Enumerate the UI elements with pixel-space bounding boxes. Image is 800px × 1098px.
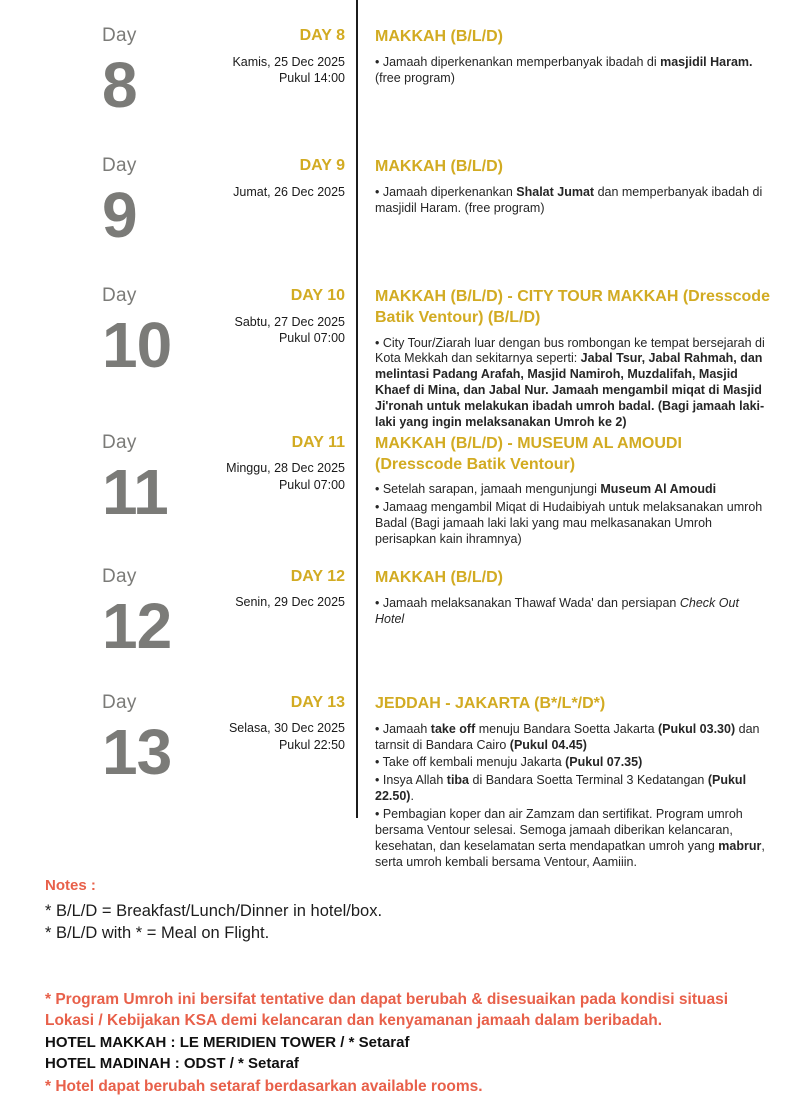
day-word-label: Day [102, 431, 137, 453]
day-content-column [375, 156, 770, 219]
day-word-label: Day [102, 691, 137, 713]
footer-section [0, 944, 800, 1098]
day-title: MAKKAH (B/L/D) [375, 158, 503, 175]
day-column [45, 691, 175, 788]
day-column [45, 155, 175, 251]
day-row [45, 156, 770, 286]
activity-item: • Jamaag mengambil Miqat di Hudaibiyah untuk melaksanakan umroh Badal (Bagi jamaah laki laki yang mau melkasanakan Umroh perisapkan kain ihramnya) [375, 500, 763, 547]
day-heading: DAY 9 [299, 157, 345, 174]
day-number: 10 [102, 308, 172, 381]
hotel-makkah-line: HOTEL MAKKAH : LE MERIDIEN TOWER / * Setaraf [45, 1033, 410, 1051]
day-number: 12 [102, 589, 172, 662]
activity-item: • City Tour/Ziarah luar dengan bus rombongan ke tempat bersejarah di Kota Mekkah dan sekitarnya seperti: Jabal Tsur, Jabal Rahmah, dan melintasi Padang Arafah, Masjid Namiroh, Muzdalifah, Masjid Khaef di Mina, dan Jabal Nur. Jamaah mengambil miqat di Masjid Ji'ronah untuk melakukan ibadah umroh badal. (Bagi jamaah laki-laki yang ingin melaksanakan Umroh ke 2) [375, 335, 765, 429]
day-word-label: Day [102, 25, 137, 46]
day-column [45, 431, 175, 528]
day-number: 13 [102, 715, 172, 788]
tentative-note: * Program Umroh ini bersifat tentative dan dapat berubah & disesuaikan pada kondisi situasi Lokasi / Kebijakan KSA demi kelancaran dan kenyamanan jamaah dalam beribadah. [45, 991, 729, 1029]
activity-item: • Jamaah diperkenankan memperbanyak ibadah di masjidil Haram. (free program) [375, 54, 753, 85]
day-activities [375, 482, 770, 548]
day-number: 9 [102, 178, 137, 251]
day-row [45, 693, 770, 873]
notes-line: * B/L/D with * = Meal on Flight. [45, 923, 270, 942]
day-heading: DAY 11 [291, 433, 345, 451]
day-heading: DAY 10 [290, 287, 345, 304]
notes-heading: Notes : [45, 876, 96, 894]
day-meta-column [175, 567, 345, 611]
day-date: Kamis, 25 Dec 2025 [232, 54, 345, 69]
notes-line: * B/L/D = Breakfast/Lunch/Dinner in hotel/box. [45, 901, 383, 920]
day-row [45, 433, 770, 567]
day-meta-column [175, 693, 345, 753]
day-date: Minggu, 28 Dec 2025 [226, 461, 345, 476]
day-time: Pukul 22:50 [278, 737, 345, 752]
day-title: MAKKAH (B/L/D) - CITY TOUR MAKKAH (Dresscode Batik Ventour) (B/L/D) [375, 288, 770, 326]
day-date: Jumat, 26 Dec 2025 [233, 184, 345, 199]
day-word-label: Day [102, 155, 137, 176]
day-activities [375, 185, 770, 217]
day-date: Senin, 29 Dec 2025 [235, 595, 345, 610]
day-row [45, 567, 770, 693]
activity-item: • Pembagian koper dan air Zamzam dan sertifikat. Program umroh bersama Ventour selesai. Semoga jamaah diberikan kelancaran, kesehatan, dan keselamatan serta mendapatkan umroh yang mabrur, serta umroh kembali bersama Ventour, Aamiiin. [375, 807, 765, 869]
day-meta-column [175, 433, 345, 493]
hotel-madinah-line: HOTEL MADINAH : ODST / * Setaraf [45, 1054, 299, 1072]
activity-item: • Jamaah melaksanakan Thawaf Wada' dan persiapan Check Out Hotel [375, 595, 739, 626]
day-word-label: Day [102, 285, 137, 306]
day-time: Pukul 07:00 [278, 477, 345, 492]
day-content-column [375, 693, 770, 873]
day-heading: DAY 8 [299, 27, 345, 44]
day-heading: DAY 13 [290, 693, 345, 711]
day-title: JEDDAH - JAKARTA (B*/L*/D*) [375, 694, 606, 712]
day-content-column [375, 433, 770, 550]
day-activities [375, 722, 770, 871]
day-date: Selasa, 30 Dec 2025 [228, 721, 345, 736]
day-title: MAKKAH (B/L/D) [375, 28, 503, 45]
day-number: 8 [102, 48, 137, 121]
day-meta-column [175, 26, 345, 86]
activity-item: • Setelah sarapan, jamaah mengunjungi Museum Al Amoudi [375, 482, 717, 497]
day-column [45, 565, 175, 662]
day-row [45, 26, 770, 156]
day-time: Pukul 14:00 [278, 70, 345, 85]
notes-section [0, 873, 800, 945]
day-meta-column [175, 286, 345, 346]
day-activities [375, 336, 770, 431]
activity-item: • Jamaah diperkenankan Shalat Jumat dan memperbanyak ibadah di masjidil Haram. (free program) [375, 184, 763, 215]
day-heading: DAY 12 [290, 567, 345, 585]
day-row [45, 286, 770, 433]
day-date: Sabtu, 27 Dec 2025 [234, 314, 345, 329]
day-content-column [375, 567, 770, 630]
day-content-column [375, 286, 770, 433]
day-number: 11 [102, 455, 168, 528]
day-title: MAKKAH (B/L/D) [375, 568, 503, 586]
day-content-column [375, 26, 770, 89]
day-title: MAKKAH (B/L/D) - MUSEUM AL AMOUDI (Dresscode Batik Ventour) [375, 434, 682, 473]
day-activities [375, 55, 770, 87]
activity-item: • Take off kembali menuju Jakarta (Pukul 07.35) [375, 755, 643, 770]
activity-item: • Jamaah take off menuju Bandara Soetta Jakarta (Pukul 03.30) dan tarnsit di Bandara Cairo (Pukul 04.45) [375, 721, 760, 752]
activity-item: • Insya Allah tiba di Bandara Soetta Terminal 3 Kedatangan (Pukul 22.50). [375, 773, 747, 804]
day-column [45, 285, 175, 381]
day-column [45, 25, 175, 121]
hotel-availability-note: * Hotel dapat berubah setaraf berdasarkan available rooms. [45, 1077, 483, 1095]
day-word-label: Day [102, 565, 137, 587]
day-activities [375, 596, 770, 628]
day-time: Pukul 07:00 [278, 330, 345, 345]
day-meta-column [175, 156, 345, 200]
